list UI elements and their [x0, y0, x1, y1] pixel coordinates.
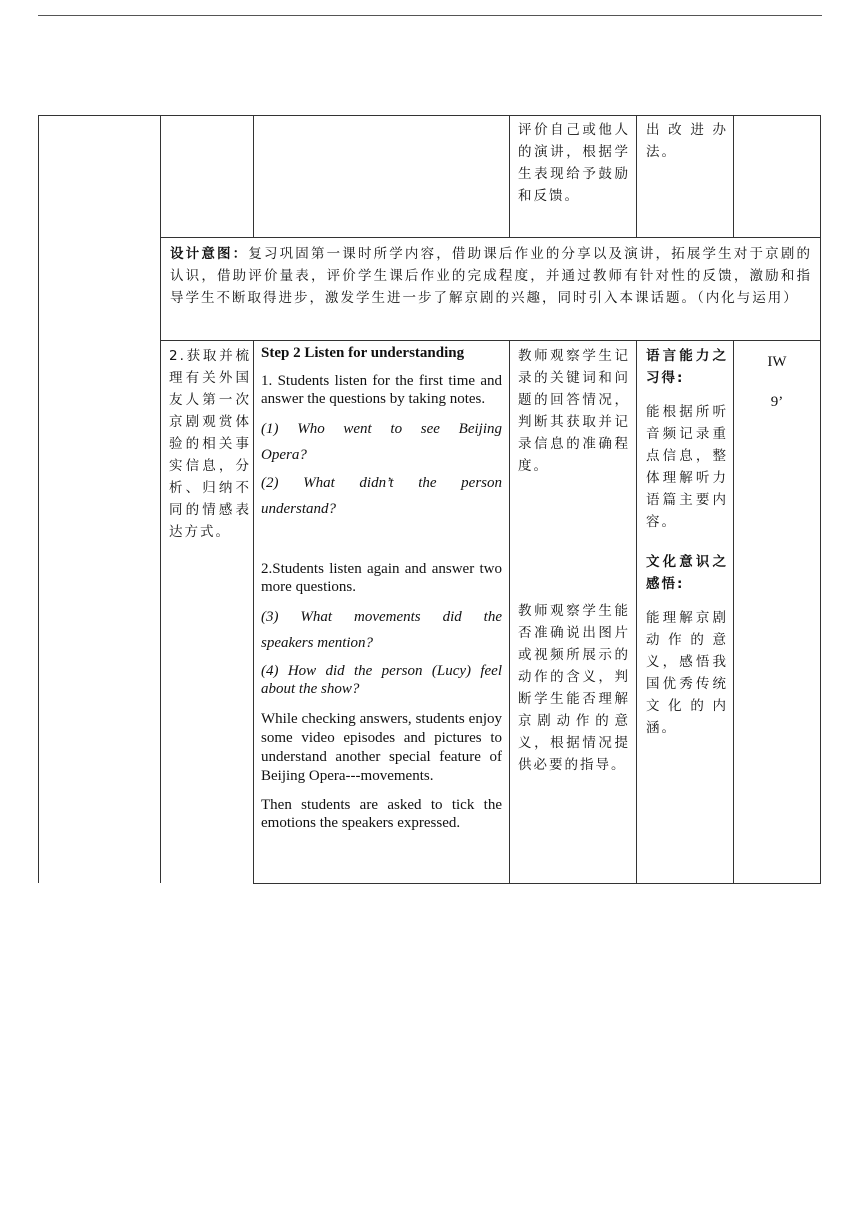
interaction-mode: IW	[767, 354, 787, 370]
header-rule	[38, 15, 822, 16]
activity-tick-emotions: Then students are asked to tick the emotions the speakers expressed.	[261, 797, 502, 831]
goal-column	[646, 345, 728, 739]
activity-step2: 2.Students listen again and answer two more questions.	[261, 561, 502, 595]
activity-column	[261, 344, 502, 832]
question-1a: (1) Who went to see Beijing	[261, 421, 502, 437]
goal1-title: 语言能力之习得:	[646, 348, 728, 386]
question-3a: (3) What movements did the	[261, 609, 502, 625]
design-intent	[170, 243, 812, 309]
design-intent-label: 设计意图：	[170, 246, 249, 262]
activity-time: 9’	[770, 394, 784, 410]
question-3b: speakers mention?	[261, 635, 374, 651]
row1-evaluation-text: 评价自己或他人的演讲，根据学生表现给予鼓励和反馈。	[518, 122, 630, 204]
objective-text: 2.获取并梳理有关外国友人第一次京剧观赏体验的相关事实信息，分析、归纳不同的情感表达方式。	[169, 348, 251, 540]
goal1-text: 能根据所听音频记录重点信息，整体理解听力语篇主要内容。	[646, 404, 728, 530]
row1-goal-text: 出改进办法。	[646, 122, 728, 160]
question-2b: understand?	[261, 501, 336, 517]
evaluation-1: 教师观察学生记录的关键词和问题的回答情况，判断其获取并记录信息的准确程度。	[518, 348, 630, 474]
activity-step1: 1. Students listen for the first time and answer the questions by taking notes.	[261, 373, 502, 407]
activity-checking: While checking answers, students enjoy some video episodes and pictures to understand another special feature of Beijing Opera---movements.	[261, 711, 502, 784]
design-intent-text: 复习巩固第一课时所学内容，借助课后作业的分享以及演讲，拓展学生对于京剧的认识，借助评价量表，评价学生课后作业的完成程度，并通过教师有针对性的反馈，激励和指导学生不断取得进步，激发学生进一步了解京剧的兴趣，同时引入本课话题。（内化与运用）	[170, 246, 812, 306]
question-2a: (2) What didn’t the person	[261, 475, 502, 491]
mode-time-column	[734, 353, 820, 411]
question-4: (4) How did the person (Lucy) feel about the show?	[261, 663, 502, 697]
goal2-text: 能理解京剧动作的意义，感悟我国优秀传统文化的内涵。	[646, 610, 728, 736]
question-1b: Opera?	[261, 447, 307, 463]
goal2-title: 文化意识之感悟:	[646, 554, 728, 592]
step-title: Step 2 Listen for understanding	[261, 345, 465, 361]
evaluation-2: 教师观察学生能否准确说出图片或视频所展示的动作的含义，判断学生能否理解京剧动作的意义，根据情况提供必要的指导。	[518, 603, 630, 773]
